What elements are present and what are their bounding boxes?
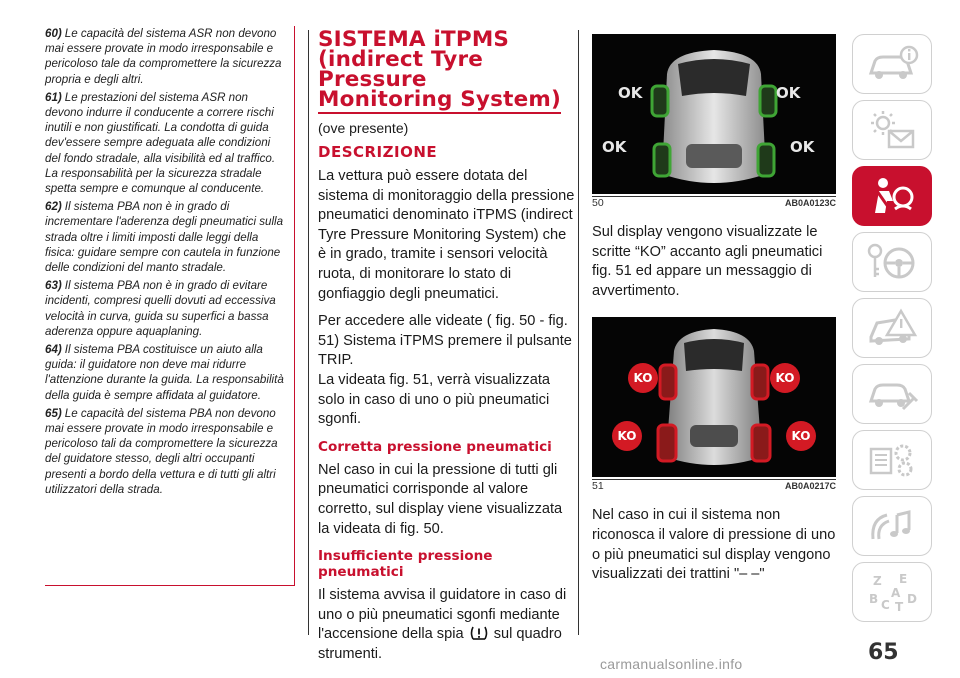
- figures-column: [592, 34, 838, 593]
- warning-lights-icon: [865, 109, 919, 151]
- figure-51-caption: 51 AB0A0217C: [592, 480, 836, 493]
- svg-text:D: D: [907, 592, 917, 606]
- fig51-description: Nel caso in cui il sistema non riconosca il valore di pressione di uno o più pneumatici sul display vengono visualizzati dei trattini "– –": [592, 507, 836, 583]
- svg-text:T: T: [895, 600, 904, 613]
- tyre-status-label: OK: [790, 138, 815, 156]
- column-divider: [578, 30, 579, 635]
- fig51-paragraph: La videata fig. 51, verrà visualizzata solo in caso di uno o più pneumatici sgonfi.: [318, 371, 551, 428]
- multimedia-icon: [865, 505, 919, 547]
- tyre-status-label: OK: [776, 84, 801, 102]
- correct-pressure-heading: Corretta pressione pneumatici: [318, 438, 552, 455]
- tyre-status-badge: KO: [612, 421, 642, 451]
- tyre-status-badge: KO: [770, 363, 800, 393]
- section-title: SISTEMA iTPMS (indirect Tyre Pressure Monitoring System): [318, 27, 562, 112]
- fig50-description: Sul display vengono visualizzate le scritte “KO” accanto agli pneumatici fig. 51 ed appare un messaggio di avvertimento.: [592, 224, 823, 299]
- tab-multimedia[interactable]: [852, 496, 932, 556]
- main-column: [318, 27, 576, 672]
- column-divider: [308, 30, 309, 635]
- figure-50-display: [592, 34, 836, 194]
- warnings-box: [45, 26, 295, 586]
- key-steering-icon: [865, 241, 919, 283]
- warning-note: 63) Il sistema PBA non è in grado di evitare incidenti, compresi quelli dovuti ad eccessiva velocità in curva, guida su superfici a bassa aderenza oppure aquaplaning.: [45, 279, 276, 338]
- car-rearview-ko-illustration: [592, 317, 836, 477]
- svg-text:E: E: [899, 572, 908, 586]
- tab-safety[interactable]: [852, 166, 932, 226]
- figure-50-caption: 50 AB0A0123C: [592, 197, 836, 209]
- tyre-status-badge: KO: [628, 363, 658, 393]
- svg-text:Z: Z: [873, 574, 882, 588]
- tab-car-info[interactable]: [852, 34, 932, 94]
- maintenance-icon: [865, 373, 919, 415]
- warning-note: 60) Le capacità del sistema ASR non devono mai essere provate in modo irresponsabile e pericoloso tale da compromettere la sicurezza propria e degli altri.: [45, 27, 282, 86]
- svg-text:A: A: [891, 586, 901, 600]
- section-subtitle: (ove presente): [318, 120, 409, 136]
- access-paragraph: Per accedere alle videate ( fig. 50 - fig. 51) Sistema iTPMS premere il pulsante TRIP.: [318, 313, 572, 369]
- description-heading: DESCRIZIONE: [318, 143, 438, 161]
- chapter-tabs: [852, 34, 934, 628]
- insufficient-pressure-heading: Insufficiente pressione pneumatici: [318, 548, 493, 581]
- tab-warning-lights[interactable]: [852, 100, 932, 160]
- tab-starting-driving[interactable]: [852, 232, 932, 292]
- warning-note: 65) Le capacità del sistema PBA non devono mai essere provate in modo irresponsabile e pericoloso tali da compromettere la sicurezza del guidatore stesso, degli altri occupanti presenti a bordo della vettura e di tutti gli altri utilizzatori della strada.: [45, 406, 278, 496]
- tab-maintenance[interactable]: [852, 364, 932, 424]
- page-number: 65: [868, 640, 899, 665]
- technical-data-icon: [865, 439, 919, 481]
- warning-note: 61) Le prestazioni del sistema ASR non devono indurre il conducente a correre rischi inutili e non giustificati. La condotta di guida dev'essere sempre adeguata alle condizioni del fondo stradale, alla visibilità ed al traffico. La responsabilità per la sicurezza stradale spetta sempre e comunque al conducente.: [45, 90, 276, 196]
- tyre-status-label: OK: [602, 138, 627, 156]
- warning-note: 64) Il sistema PBA costituisce un aiuto alla guida: il guidatore non deve mai ridurre l'attenzione durante la guida. La responsabilità della guida è sempre affidata al guidatore.: [45, 343, 284, 402]
- svg-text:B: B: [869, 592, 879, 606]
- correct-pressure-paragraph: Nel caso in cui la pressione di tutti gli pneumatici corrisponde al valore corretto, sul display viene visualizzata la videata di fig. 50.: [318, 461, 563, 537]
- alphabetical-index-icon: [865, 571, 919, 613]
- car-topview-ok-illustration: [592, 34, 836, 194]
- insufficient-pressure-paragraph: Il sistema avvisa il guidatore in caso di uno o più pneumatici sgonfi mediante l'accensione della spia sul quadro strumenti.: [318, 587, 567, 662]
- tyre-status-label: OK: [618, 84, 643, 102]
- figure-51-display: [592, 317, 836, 477]
- car-info-icon: [865, 43, 919, 85]
- watermark: carmanualsonline.info: [600, 656, 743, 672]
- car-breakdown-icon: [865, 307, 919, 349]
- tyre-pressure-warning-icon: [469, 625, 489, 641]
- warning-note: 62) Il sistema PBA non è in grado di incrementare l'aderenza degli pneumatici sulla strada oltre i limiti imposti dalle leggi della fisica: guidare sempre con cautela in funzione delle condizioni del manto stradale.: [45, 200, 284, 275]
- tyre-status-badge: KO: [786, 421, 816, 451]
- airbag-seatbelt-icon: [865, 175, 919, 217]
- description-paragraph: La vettura può essere dotata del sistema di monitoraggio della pressione pneumatici denominato iTPMS (indirect Tyre Pressure Monitoring System) che è in grado, tramite i sensori velocità ruota, di monitorare lo stato di gonfiaggio degli pneumatici.: [318, 168, 575, 302]
- tab-technical-data[interactable]: [852, 430, 932, 490]
- svg-text:C: C: [881, 598, 890, 612]
- tab-emergency[interactable]: [852, 298, 932, 358]
- tab-index[interactable]: [852, 562, 932, 622]
